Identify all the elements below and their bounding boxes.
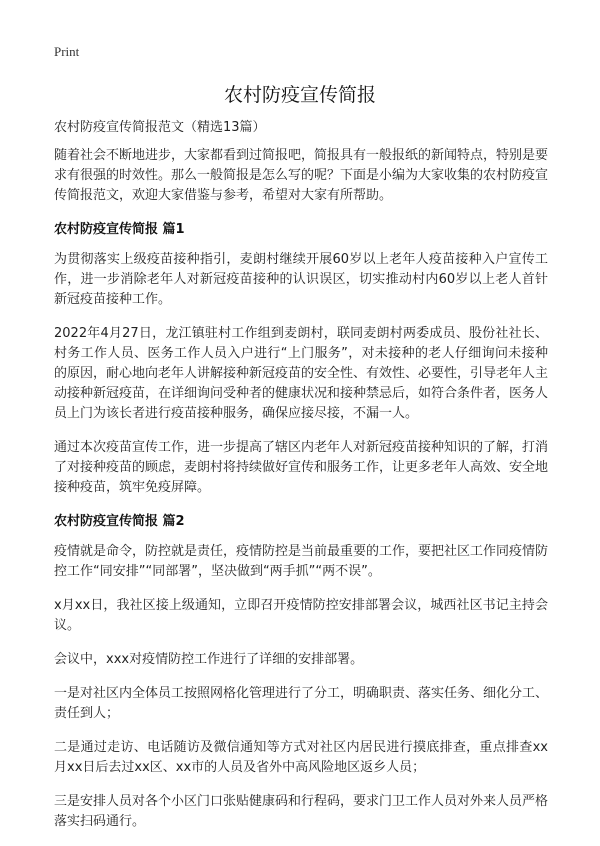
article-subtitle: 农村防疫宣传简报范文（精选13篇） bbox=[54, 120, 266, 135]
section-2-paragraph-3: 会议中，xxx对疫情防控工作进行了详细的安排部署。 bbox=[54, 652, 364, 667]
section-2-paragraph-5: 二是通过走访、电话随访及微信通知等方式对社区内居民进行摸底排查，重点排查xx月xx日后去过xx区、xx市的人员及省外中高风险地区返乡人员； bbox=[54, 740, 548, 775]
section-1-paragraph-1: 为贯彻落实上级疫苗接种指引，麦朗村继续开展60岁以上老年人疫苗接种入户宣传工作，进一步消除老年人对新冠疫苗接种的认识误区，切实推动村内60岁以上老人首针新冠疫苗接种工作。 bbox=[54, 252, 548, 307]
section-2-paragraph-4: 一是对社区内全体员工按照网格化管理进行了分工，明确职责、落实任务、细化分工、责任到人； bbox=[54, 686, 549, 721]
section-2-paragraph-6: 三是安排人员对各个小区门口张贴健康码和行程码，要求门卫工作人员对外来人员严格落实扫码通行。 bbox=[54, 794, 549, 829]
article-body bbox=[54, 118, 548, 846]
section-heading-1: 农村防疫宣传简报 篇1 bbox=[54, 222, 185, 237]
print-link[interactable]: Print bbox=[54, 44, 80, 59]
section-2-paragraph-2: x月xx日，我社区接上级通知，立即召开疫情防控安排部署会议，城西社区书记主持会议。 bbox=[54, 598, 548, 633]
section-1-paragraph-2: 2022年4月27日，龙江镇驻村工作组到麦朗村，联同麦朗村两委成员、股份社社长、村务工作人员、医务工作人员入户进行“上门服务”，对未接种的老人仔细询问未接种的原因，耐心地向老年人讲解接种新冠疫苗的安全性、有效性、必要性，引导老年人主动接种新冠疫苗，在详细询问受种者的健康状况和接种禁忌后，如符合条件者，医务人员上门为该长者进行疫苗接种服务，确保应接尽接，不漏一人。 bbox=[54, 326, 549, 421]
intro-paragraph: 随着社会不断地进步，大家都看到过简报吧，简报具有一般报纸的新闻特点，特别是要求有很强的时效性。那么一般简报是怎么写的呢？下面是小编为大家收集的农村防疫宣传简报范文，欢迎大家借鉴与参考，希望对大家有所帮助。 bbox=[54, 148, 549, 203]
section-heading-2: 农村防疫宣传简报 篇2 bbox=[54, 514, 185, 529]
section-2-paragraph-1: 疫情就是命令，防控就是责任，疫情防控是当前最重要的工作，要把社区工作同疫情防控工作“同安排”“同部署”，坚决做到“两手抓”“两不误”。 bbox=[54, 544, 549, 579]
section-1-paragraph-3: 通过本次疫苗宣传工作，进一步提高了辖区内老年人对新冠疫苗接种知识的了解，打消了对接种疫苗的顾虑，麦朗村将持续做好宣传和服务工作，让更多老年人高效、安全地接种疫苗，筑牢免疫屏障。 bbox=[54, 440, 549, 495]
page-title: 农村防疫宣传简报 bbox=[223, 84, 376, 106]
